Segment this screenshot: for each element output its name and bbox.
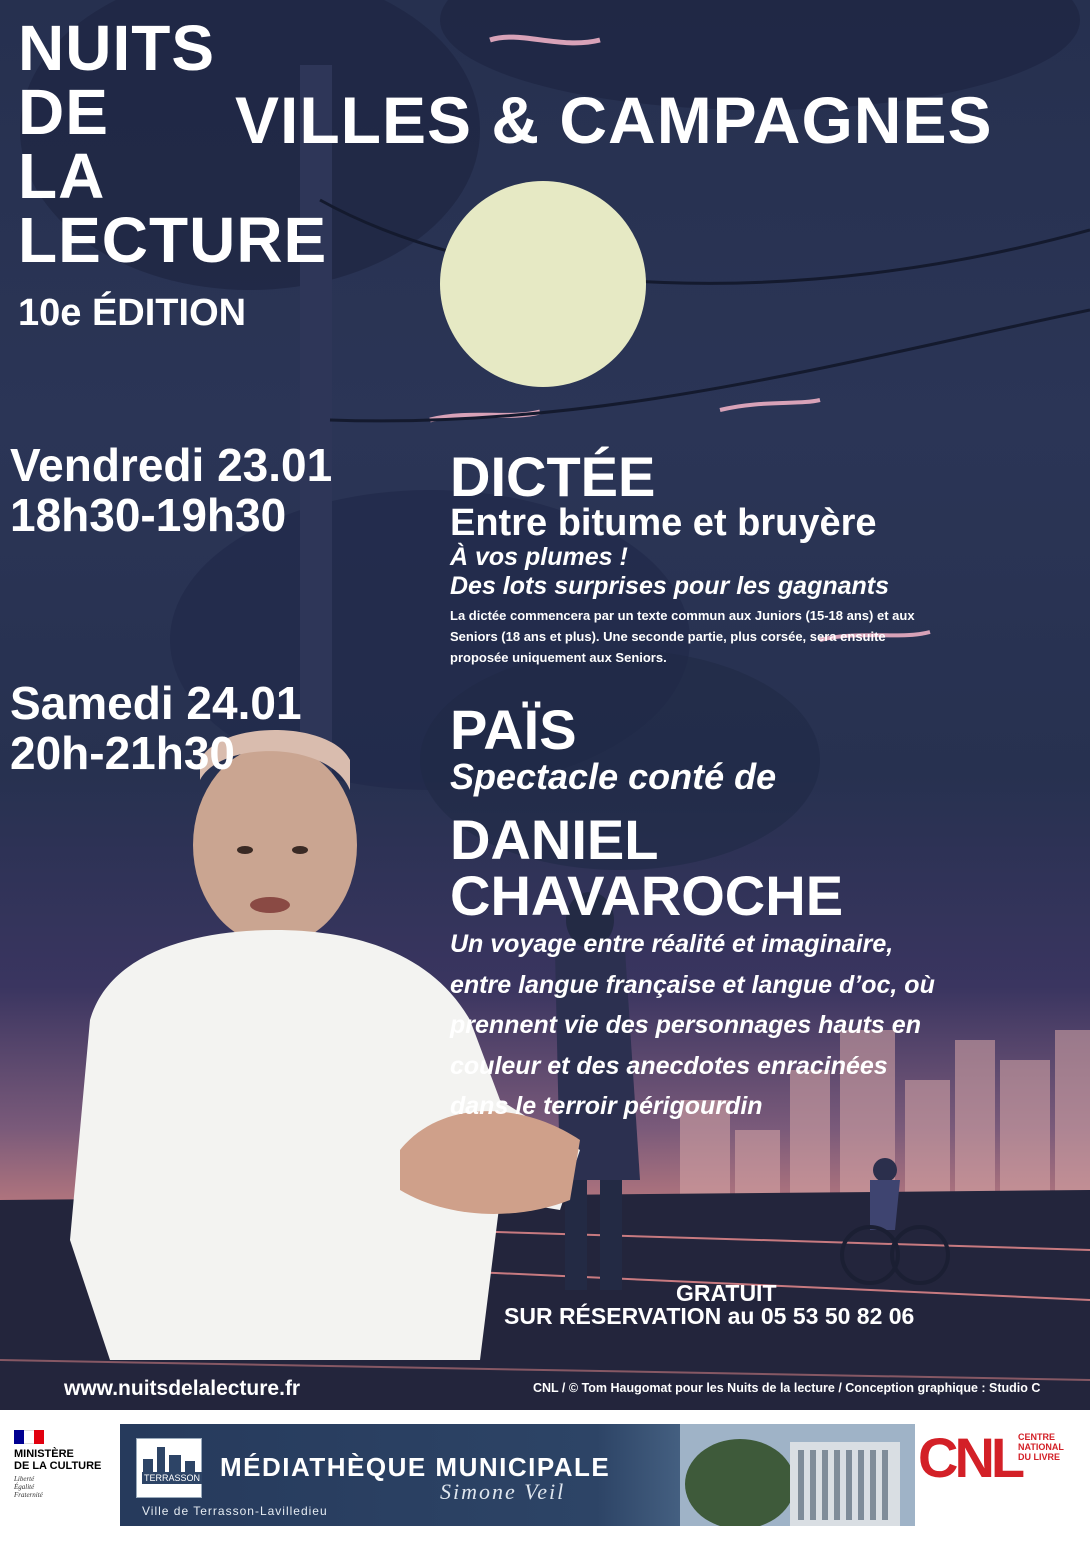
event2-title: PAÏS (450, 698, 577, 761)
free-label: GRATUIT (676, 1280, 777, 1306)
series-title-line: DE (18, 76, 109, 148)
event1-tagline: Des lots surprises pour les gagnants (450, 572, 890, 600)
event1-description (450, 605, 915, 668)
series-title-line: LA (18, 140, 106, 212)
cnl-text-line: NATIONAL (1018, 1442, 1064, 1452)
terrasson-label: TERRASSON (144, 1473, 201, 1483)
description-line: proposée uniquement aux Seniors. (450, 650, 667, 665)
website-link[interactable]: www.nuitsdelalecture.fr (64, 1377, 301, 1400)
description-line: La dictée commencera par un texte commun aux Juniors (15-18 ans) et aux (450, 608, 915, 623)
motto-word: Égalité (14, 1483, 35, 1491)
description-line: Seniors (18 ans et plus). Une seconde partie, plus corsée, sera ensuite (450, 629, 886, 644)
cnl-text-line: DU LIVRE (1018, 1452, 1061, 1462)
performer-first-name: DANIEL (450, 808, 659, 871)
series-title-line: LECTURE (18, 204, 328, 276)
edition-label: 10e ÉDITION (18, 292, 247, 334)
event1-title: DICTÉE (450, 445, 656, 508)
mediatheque-subtitle: Simone Veil (440, 1479, 566, 1504)
event2-date (10, 678, 302, 778)
description-line: prennent vie des personnages hauts en (450, 1011, 921, 1039)
ministere-name: MINISTÈRE (14, 1448, 74, 1460)
french-flag-icon (14, 1430, 44, 1444)
ministere-culture-logo (14, 1430, 114, 1499)
cnl-logo (918, 1424, 1078, 1494)
event2-time: 20h-21h30 (10, 727, 236, 779)
event1-time: 18h30-19h30 (10, 489, 287, 541)
cnl-mark: CNL (918, 1426, 1022, 1489)
description-line: couleur et des anecdotes enracinées (450, 1051, 888, 1080)
terrasson-logo (136, 1438, 202, 1498)
series-title-line: NUITS (18, 12, 215, 84)
partners-footer (0, 1410, 1090, 1542)
reservation-label: SUR RÉSERVATION au 05 53 50 82 06 (504, 1303, 915, 1329)
description-line: entre langue française et langue d’oc, où (450, 970, 935, 999)
event1-subtitle: Entre bitume et bruyère (450, 502, 877, 544)
event2-day: Samedi 24.01 (10, 677, 302, 729)
cnl-text-line: CENTRE (1018, 1432, 1056, 1442)
performer-name (450, 808, 844, 927)
event1-tagline: À vos plumes ! (450, 543, 628, 571)
event1-day: Vendredi 23.01 (10, 439, 333, 491)
motto-word: Fraternité (14, 1491, 43, 1499)
ville-label: Ville de Terrasson-Lavilledieu (142, 1504, 328, 1518)
motto-word: Liberté (14, 1475, 35, 1483)
ministere-name: DE LA CULTURE (14, 1460, 102, 1472)
mediatheque-banner (120, 1424, 915, 1526)
cnl-fullname (1018, 1432, 1064, 1462)
library-building-photo (680, 1424, 915, 1526)
description-line: dans le terroir périgourdin (450, 1092, 763, 1120)
mediatheque-title: MÉDIATHÈQUE MUNICIPALE (220, 1452, 611, 1482)
event1-date (10, 440, 332, 540)
event2-description (450, 924, 935, 1127)
description-line: Un voyage entre réalité et imaginaire, (450, 930, 894, 958)
credit-line: CNL / © Tom Haugomat pour les Nuits de la lecture / Conception graphique : Studio C (533, 1381, 1041, 1395)
moon-shape (440, 181, 646, 387)
theme-title: VILLES & CAMPAGNES (235, 83, 993, 157)
republic-motto (14, 1475, 114, 1499)
performer-last-name: CHAVAROCHE (450, 864, 844, 927)
event2-subtitle: Spectacle conté de (450, 756, 777, 797)
